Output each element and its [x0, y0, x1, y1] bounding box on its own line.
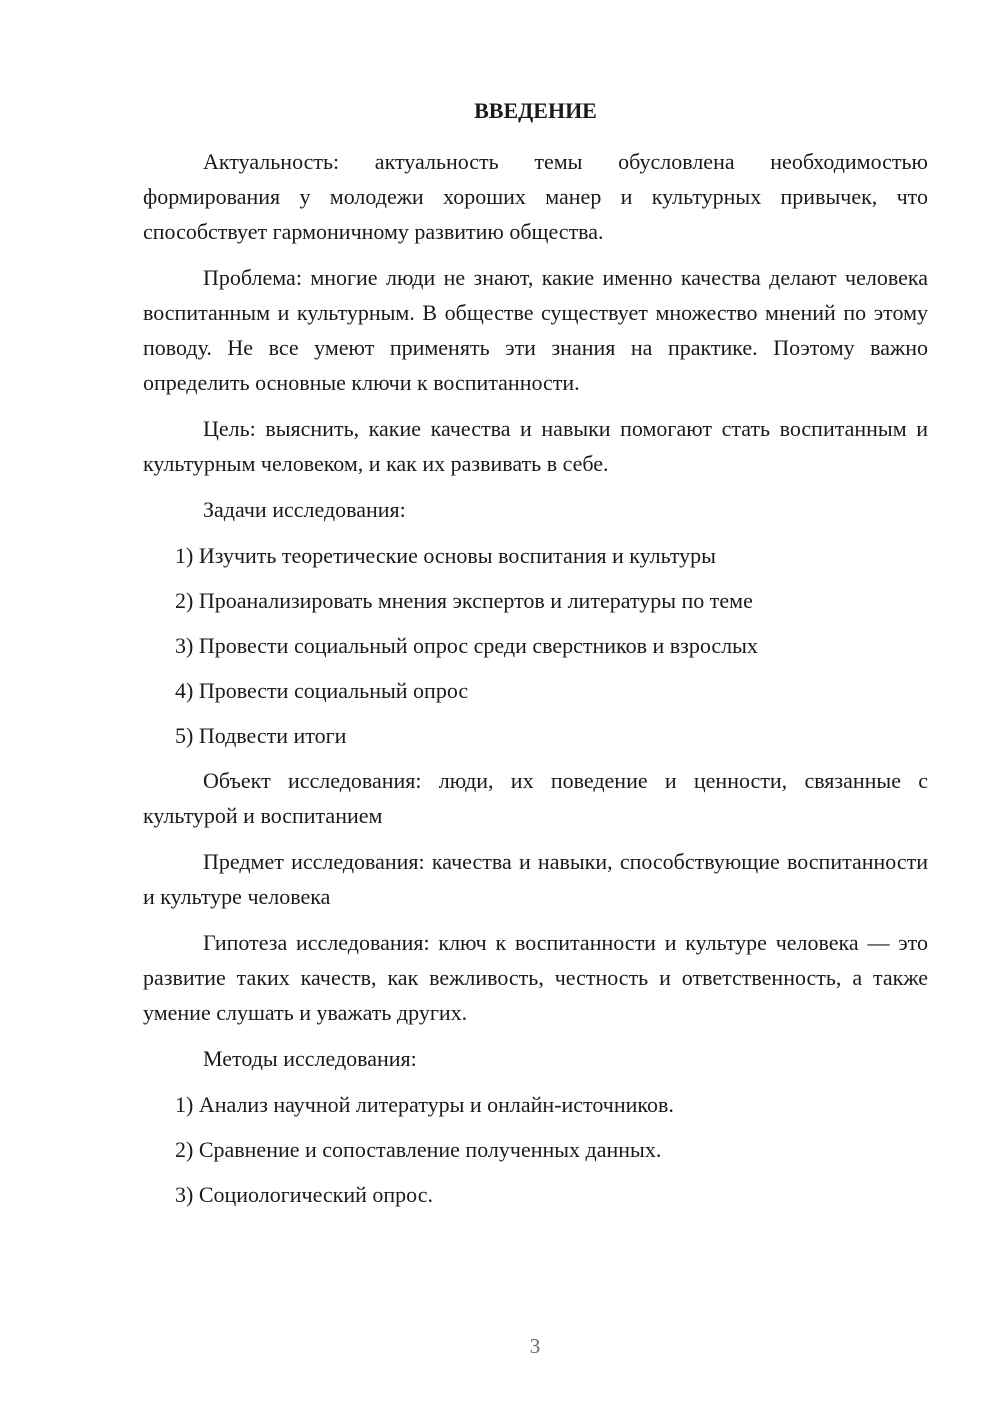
paragraph-goal: Цель: выяснить, какие качества и навыки помогают стать воспитанным и культурным человеком, и как их развивать в себе. — [143, 416, 928, 476]
tasks-list — [143, 538, 928, 753]
list-item: 5) Подвести итоги — [175, 723, 347, 748]
paragraph-object: Объект исследования: люди, их поведение и ценности, связанные с культурой и воспитанием — [143, 768, 928, 828]
list-item: 2) Проанализировать мнения экспертов и литературы по теме — [175, 588, 753, 613]
methods-heading: Методы исследования: — [203, 1046, 417, 1071]
paragraph-problem: Проблема: многие люди не знают, какие именно качества делают человека воспитанным и культурным. В обществе существует множество мнений по этому поводу. Не все умеют применять эти знания на практике. Поэтому важно определить основные ключи к воспитанности. — [143, 265, 928, 395]
methods-list — [143, 1087, 928, 1212]
page-title: ВВЕДЕНИЕ — [474, 98, 597, 123]
list-item: 2) Сравнение и сопоставление полученных данных. — [175, 1137, 662, 1162]
paragraph-relevance: Актуальность: актуальность темы обусловлена необходимостью формирования у молодежи хороших манер и культурных привычек, что способствует гармоничному развитию общества. — [143, 149, 928, 244]
list-item: 3) Провести социальный опрос среди сверстников и взрослых — [175, 633, 758, 658]
list-item: 4) Провести социальный опрос — [175, 678, 469, 703]
page-content — [143, 144, 928, 1222]
tasks-heading: Задачи исследования: — [203, 497, 406, 522]
list-item: 1) Изучить теоретические основы воспитания и культуры — [175, 543, 716, 568]
paragraph-subject: Предмет исследования: качества и навыки, способствующие воспитанности и культуре человека — [143, 849, 928, 909]
list-item: 3) Социологический опрос. — [175, 1182, 433, 1207]
paragraph-hypothesis: Гипотеза исследования: ключ к воспитанности и культуре человека — это развитие таких качеств, как вежливость, честность и ответственность, а также умение слушать и уважать других. — [143, 930, 928, 1025]
list-item: 1) Анализ научной литературы и онлайн-источников. — [175, 1092, 674, 1117]
page-number: 3 — [529, 1334, 541, 1358]
